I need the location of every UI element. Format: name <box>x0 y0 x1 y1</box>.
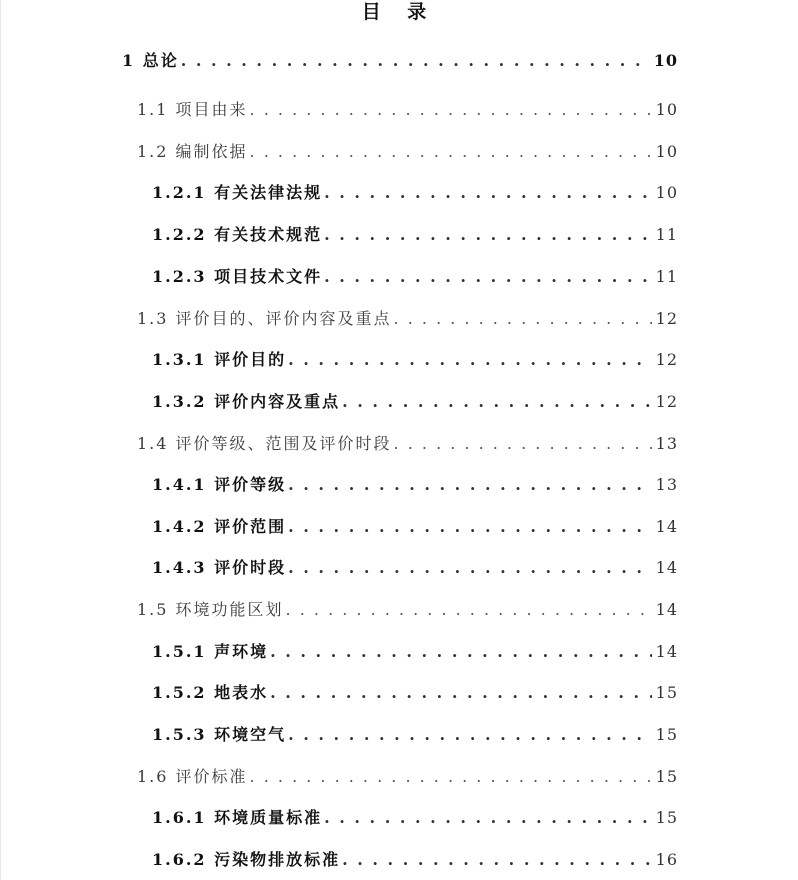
toc-entry-label: 1.4.3 评价时段 <box>152 558 287 577</box>
toc-page-number: 15 <box>655 808 678 827</box>
toc-entry-label: 1.1 项目由来 <box>137 100 248 119</box>
toc-entry-label: 1.2.1 有关法律法规 <box>152 183 323 202</box>
toc-page-number: 13 <box>655 475 678 494</box>
toc-leader-dots <box>288 723 652 747</box>
toc-entry-1-5-3[interactable] <box>152 723 678 747</box>
toc-entry-1-4[interactable] <box>137 432 678 456</box>
toc-page-number: 15 <box>655 725 678 744</box>
toc-entry-label: 1.2.2 有关技术规范 <box>152 225 323 244</box>
toc-leader-dots <box>286 598 652 622</box>
toc-entry-label: 1.5.1 声环境 <box>152 642 269 661</box>
toc-entry-1-2-2[interactable] <box>152 223 678 247</box>
toc-page-number: 11 <box>655 225 678 244</box>
toc-page-number: 15 <box>655 767 678 786</box>
toc-page-number: 15 <box>655 683 678 702</box>
toc-page-number: 14 <box>655 600 678 619</box>
toc-entry-1-6-1[interactable] <box>152 806 678 830</box>
toc-leader-dots <box>250 140 652 164</box>
toc-page-number: 12 <box>655 309 678 328</box>
toc-leader-dots <box>250 765 652 789</box>
toc-entry-label: 1 总论 <box>122 51 179 70</box>
toc-page-number: 10 <box>655 142 678 161</box>
toc-entry-label: 1.6 评价标准 <box>137 767 248 786</box>
toc-entry-1-5-1[interactable] <box>152 640 678 664</box>
toc-leader-dots <box>324 223 652 247</box>
toc-entry-1-3-1[interactable] <box>152 348 678 372</box>
toc-page-number: 11 <box>655 267 678 286</box>
toc-leader-dots <box>288 348 652 372</box>
toc-entry-label: 1.4.2 评价范围 <box>152 517 287 536</box>
toc-leader-dots <box>324 806 652 830</box>
toc-entry-label: 1.5.3 环境空气 <box>152 725 287 744</box>
toc-page-number: 12 <box>655 392 678 411</box>
toc-leader-dots <box>181 49 650 73</box>
toc-entry-label: 1.2 编制依据 <box>137 142 248 161</box>
toc-entry-1-5-2[interactable] <box>152 681 678 705</box>
toc-entry-1-6[interactable] <box>137 765 678 789</box>
toc-page-number: 13 <box>655 434 678 453</box>
toc-entry-label: 1.3 评价目的、评价内容及重点 <box>137 309 392 328</box>
toc-entry-label: 1.6.1 环境质量标准 <box>152 808 323 827</box>
toc-entry-1-6-2[interactable] <box>152 848 678 872</box>
toc-leader-dots <box>394 307 652 331</box>
toc-entry-1-4-3[interactable] <box>152 556 678 580</box>
toc-entry-1-5[interactable] <box>137 598 678 622</box>
toc-entry-1-4-1[interactable] <box>152 473 678 497</box>
toc-leader-dots <box>270 681 652 705</box>
toc-leader-dots <box>342 390 652 414</box>
toc-entry-label: 1.2.3 项目技术文件 <box>152 267 323 286</box>
toc-entry-label: 1.4.1 评价等级 <box>152 475 287 494</box>
toc-page-number: 10 <box>653 51 678 70</box>
toc-entry-1-4-2[interactable] <box>152 515 678 539</box>
toc-entry-label: 1.5.2 地表水 <box>152 683 269 702</box>
toc-entry-1[interactable] <box>122 49 678 73</box>
toc-entry-label: 1.5 环境功能区划 <box>137 600 284 619</box>
toc-leader-dots <box>324 265 652 289</box>
toc-entry-1-3-2[interactable] <box>152 390 678 414</box>
toc-page-number: 14 <box>655 517 678 536</box>
toc-page-number: 10 <box>655 100 678 119</box>
toc-leader-dots <box>394 432 652 456</box>
toc-entry-1-2-3[interactable] <box>152 265 678 289</box>
toc-leader-dots <box>324 181 652 205</box>
toc-entry-1-3[interactable] <box>137 307 678 331</box>
toc-leader-dots <box>270 640 652 664</box>
toc-page-number: 12 <box>655 350 678 369</box>
toc-page-number: 10 <box>655 183 678 202</box>
toc-leader-dots <box>288 556 652 580</box>
toc-leader-dots <box>342 848 652 872</box>
toc-page-number: 14 <box>655 558 678 577</box>
toc-page-number: 16 <box>655 850 678 869</box>
toc-leader-dots <box>288 515 652 539</box>
toc-leader-dots <box>288 473 652 497</box>
toc-entry-label: 1.4 评价等级、范围及评价时段 <box>137 434 392 453</box>
toc-entry-1-2-1[interactable] <box>152 181 678 205</box>
toc-leader-dots <box>250 98 652 122</box>
toc-entry-1-2[interactable] <box>137 140 678 164</box>
toc-entry-label: 1.3.2 评价内容及重点 <box>152 392 341 411</box>
toc-entry-1-1[interactable] <box>137 98 678 122</box>
toc-entry-label: 1.6.2 污染物排放标准 <box>152 850 341 869</box>
toc-title: 目 录 <box>361 1 437 23</box>
toc-entry-label: 1.3.1 评价目的 <box>152 350 287 369</box>
toc-page-number: 14 <box>655 642 678 661</box>
